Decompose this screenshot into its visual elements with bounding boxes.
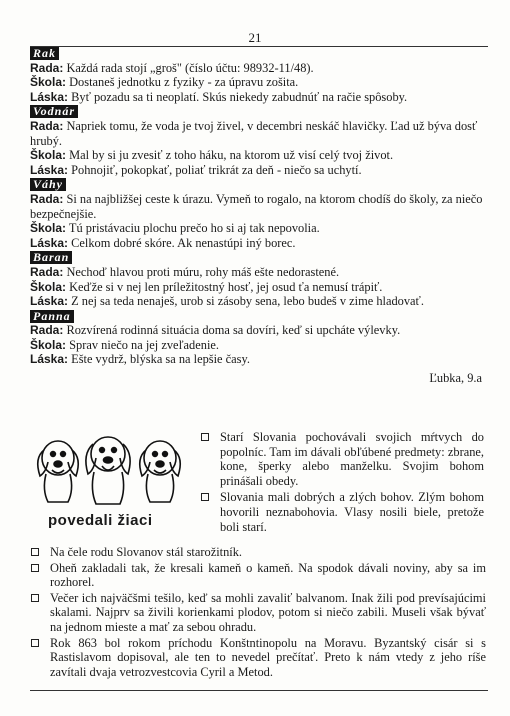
horoscope-line-text: Z nej sa teda nenaješ, urob si zásoby sena, lebo budeš v zime hladovať.	[68, 294, 424, 309]
list-item-text: Oheň zakladali tak, že kresali kameň o kameň. Na spodok dávali noviny, aby sa im rozhorel.	[50, 560, 486, 590]
horoscope-line-text: Si na najbližšej ceste k úrazu. Vymeň to rogalo, na ktorom chodíš do školy, za niečo bezpečnejšie.	[30, 191, 483, 221]
page-number: 21	[248, 30, 262, 45]
horoscope-line-label: Rada:	[30, 264, 64, 279]
list-item	[200, 490, 484, 534]
horoscope-line	[30, 352, 486, 367]
horoscope-line-label: Rada:	[30, 323, 64, 338]
list-item	[200, 430, 484, 488]
horoscope-line	[30, 265, 486, 280]
horoscope-line	[30, 338, 486, 353]
horoscope-line-label: Škola:	[30, 75, 67, 90]
comic-caption: povedali žiaci	[48, 512, 153, 529]
list-item	[30, 545, 486, 560]
horoscope-line	[30, 75, 486, 90]
list-item	[30, 561, 486, 590]
zodiac-sign-heading: Baran	[30, 251, 72, 264]
zodiac-sign-heading: Panna	[30, 310, 74, 323]
horoscope-line-text: Mal by si ju zvesiť z toho háku, na ktorom už visí celý tvoj život.	[66, 148, 394, 163]
list-item	[30, 591, 486, 635]
horoscope-line-label: Láska:	[30, 89, 69, 104]
list-item-text: Starí Slovania pochovávali svojich mŕtvych do popolníc. Tam im dávali obľúbené predmety: zbrane, kone, šperky alebo manželku. Svojim bohom prinášali obedy.	[220, 430, 484, 488]
zodiac-sign-heading: Rak	[30, 47, 59, 60]
checkbox-bullet-icon	[201, 433, 209, 441]
list-item-text: Večer ich najväčšmi tešilo, keď sa mohli zavaliť balvanom. Inak žili pod prevísajúcimi skalami. Najprv sa živili korienkami plodov, potom si niečo zabili. Museli však bývať na jednom mieste a mať za sebou ohradu.	[50, 590, 486, 634]
horoscope-line-text: Každá rada stojí „groš" (číslo účtu: 98932-11/48).	[63, 60, 314, 75]
horoscope-section	[30, 46, 486, 386]
checkbox-bullet-icon	[31, 639, 39, 647]
horoscope-line-label: Rada:	[30, 60, 64, 75]
list-item-text: Na čele rodu Slovanov stál starožitník.	[50, 545, 243, 559]
horoscope-line-label: Rada:	[30, 191, 64, 206]
horoscope-line	[30, 323, 486, 338]
horoscope-line-label: Láska:	[30, 162, 69, 177]
horoscope-line	[30, 192, 486, 221]
horoscope-line	[30, 163, 486, 178]
horoscope-line-label: Škola:	[30, 148, 67, 163]
horoscope-line	[30, 90, 486, 105]
horoscope-line-label: Láska:	[30, 294, 69, 309]
horoscope-line	[30, 221, 486, 236]
bottom-rule	[30, 690, 488, 691]
horoscope-line-label: Láska:	[30, 235, 69, 250]
horoscope-line-label: Rada:	[30, 118, 64, 133]
horoscope-line-label: Škola:	[30, 337, 67, 352]
horoscope-line-label: Škola:	[30, 279, 67, 294]
horoscope-line	[30, 148, 486, 163]
horoscope-line	[30, 280, 486, 295]
horoscope-line-text: Nechoď hlavou proti múru, rohy máš ešte nedorastené.	[63, 264, 340, 279]
zodiac-sign-heading: Váhy	[30, 178, 66, 191]
horoscope-line-label: Láska:	[30, 352, 69, 367]
checkbox-bullet-icon	[201, 493, 209, 501]
horoscope-line-text: Keďže si v nej len príležitostný hosť, jej osud ťa nemusí trápiť.	[66, 279, 383, 294]
zodiac-sign-heading: Vodnár	[30, 105, 78, 118]
horoscope-line	[30, 119, 486, 148]
horoscope-line-text: Ešte vydrž, blýska sa na lepšie časy.	[68, 352, 250, 367]
bottom-list	[30, 545, 486, 680]
horoscope-line-text: Napriek tomu, že voda je tvoj živel, v decembri neskáč hlavičky. Ľad už býva dosť hrubý.	[30, 118, 478, 148]
list-item-text: Slovania mali dobrých a zlých bohov. Zlým bohom hovorili neznabohovia. Vlasy nosili biele, pretože boli starí.	[220, 490, 484, 534]
horoscope-line-text: Rozvírená rodinná situácia doma sa dovíri, keď si upcháte výlevky.	[63, 323, 401, 338]
list-item-text: Rok 863 bol rokom príchodu Konštntinopolu na Moravu. Byzantský cisár si s Rastislavom dopisoval, ale ten to nevedel prečítať. Preto k nám vtedy z jeho ríše zavítali dvaja vetrozvestcovia Cyril a Metod.	[50, 635, 486, 679]
checkbox-bullet-icon	[31, 594, 39, 602]
checkbox-bullet-icon	[31, 548, 39, 556]
horoscope-line-text: Byť pozadu sa ti neoplatí. Skús niekedy zabudnúť na račie spôsoby.	[68, 89, 408, 104]
list-item	[30, 636, 486, 680]
horoscope-line-text: Tú pristávaciu plochu prečo ho si aj tak nepovolia.	[66, 221, 320, 236]
author-signature: Ľubka, 9.a	[429, 371, 482, 386]
right-column-list	[200, 430, 484, 536]
horoscope-line	[30, 61, 486, 76]
horoscope-line	[30, 236, 486, 251]
horoscope-line-text: Pohnojiť, pokopkať, poliať trikrát za deň - niečo sa uchytí.	[68, 162, 362, 177]
horoscope-line-text: Sprav niečo na jej zveľadenie.	[66, 337, 219, 352]
horoscope-line-text: Celkom dobré skóre. Ak nenastúpi iný borec.	[68, 235, 296, 250]
horoscope-line-text: Dostaneš jednotku z fyziky - za úpravu zošita.	[66, 75, 299, 90]
horoscope-line	[30, 294, 486, 309]
horoscope-line-label: Škola:	[30, 221, 67, 236]
checkbox-bullet-icon	[31, 564, 39, 572]
